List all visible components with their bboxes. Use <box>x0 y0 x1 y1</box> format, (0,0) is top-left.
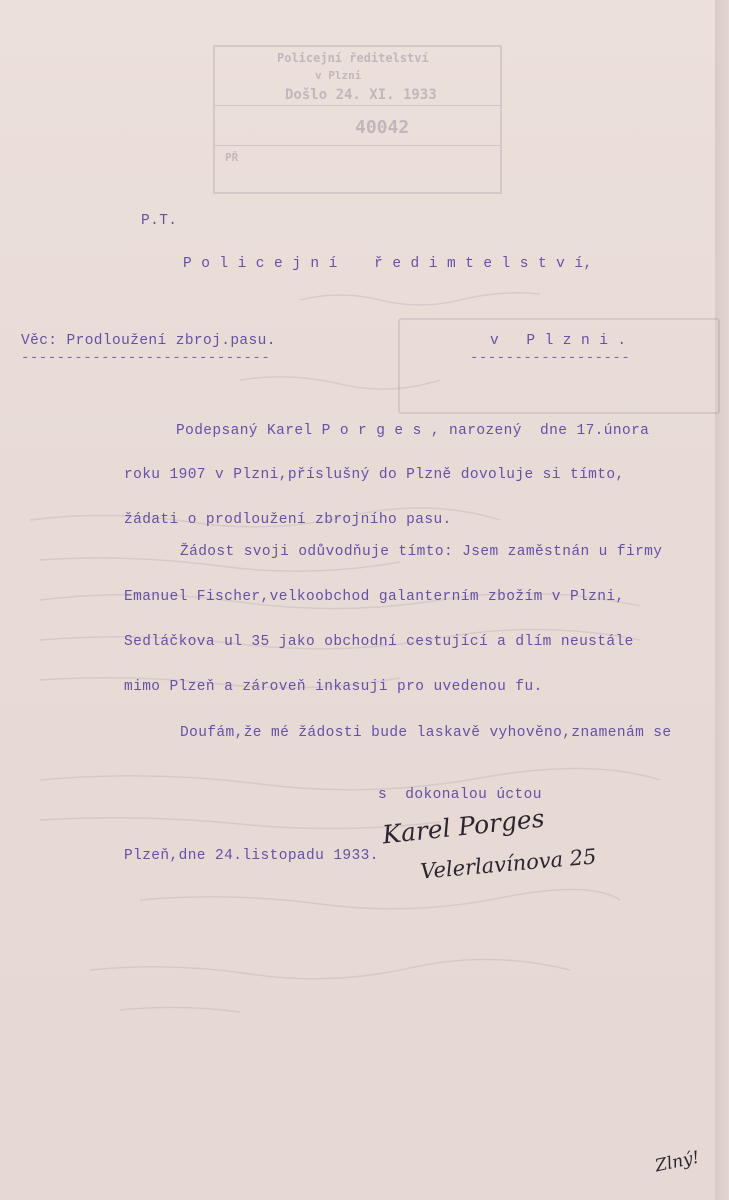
corner-mark: Zlný! <box>653 1147 702 1177</box>
body-line-4: Žádost svoji odůvodňuje tímto: Jsem zaměstnán u firmy <box>180 544 663 560</box>
subject-line: Věc: Prodloužení zbroj.pasu. <box>21 333 276 349</box>
stamp-line1: Policejní ředitelství <box>277 51 429 65</box>
body-line-3: žádati o prodloužení zbrojního pasu. <box>124 512 452 528</box>
stamp-date: Došlo 24. XI. 1933 <box>285 87 437 103</box>
stamp-code: PŘ <box>225 151 239 164</box>
body-line-5: Emanuel Fischer,velkoobchod galanterním zbožím v Plzni, <box>124 589 625 605</box>
closing-phrase: s dokonalou úctou <box>378 787 542 803</box>
recipient-city-underline: ------------------ <box>470 350 631 366</box>
body-line-2: roku 1907 v Plzni,příslušný do Plzně dovoluje si tímto, <box>124 467 625 483</box>
salutation: P.T. <box>141 213 178 229</box>
body-line-7: mimo Plzeň a zároveň inkasuji pro uvedenou fu. <box>124 679 543 695</box>
body-line-8: Doufám,že mé žádosti bude laskavě vyhověno,znamenám se <box>180 725 672 741</box>
stamp-line2: v Plzni <box>315 69 362 82</box>
body-line-1: Podepsaný Karel P o r g e s , narozený dne 17.února <box>176 423 650 439</box>
place-and-date: Plzeň,dne 24.listopadu 1933. <box>124 848 379 864</box>
stamp-number: 40042 <box>355 117 410 138</box>
recipient-city: v P l z n i . <box>490 333 627 349</box>
body-line-6: Sedláčkova ul 35 jako obchodní cestující a dlím neustále <box>124 634 634 650</box>
signature-name: Karel Porges <box>380 803 546 850</box>
signature-address: Velerlavínova 25 <box>419 844 598 884</box>
subject-underline: ---------------------------- <box>21 350 271 366</box>
recipient-title: P o l i c e j n í ř e d i m t e l s t v í, <box>183 256 593 272</box>
